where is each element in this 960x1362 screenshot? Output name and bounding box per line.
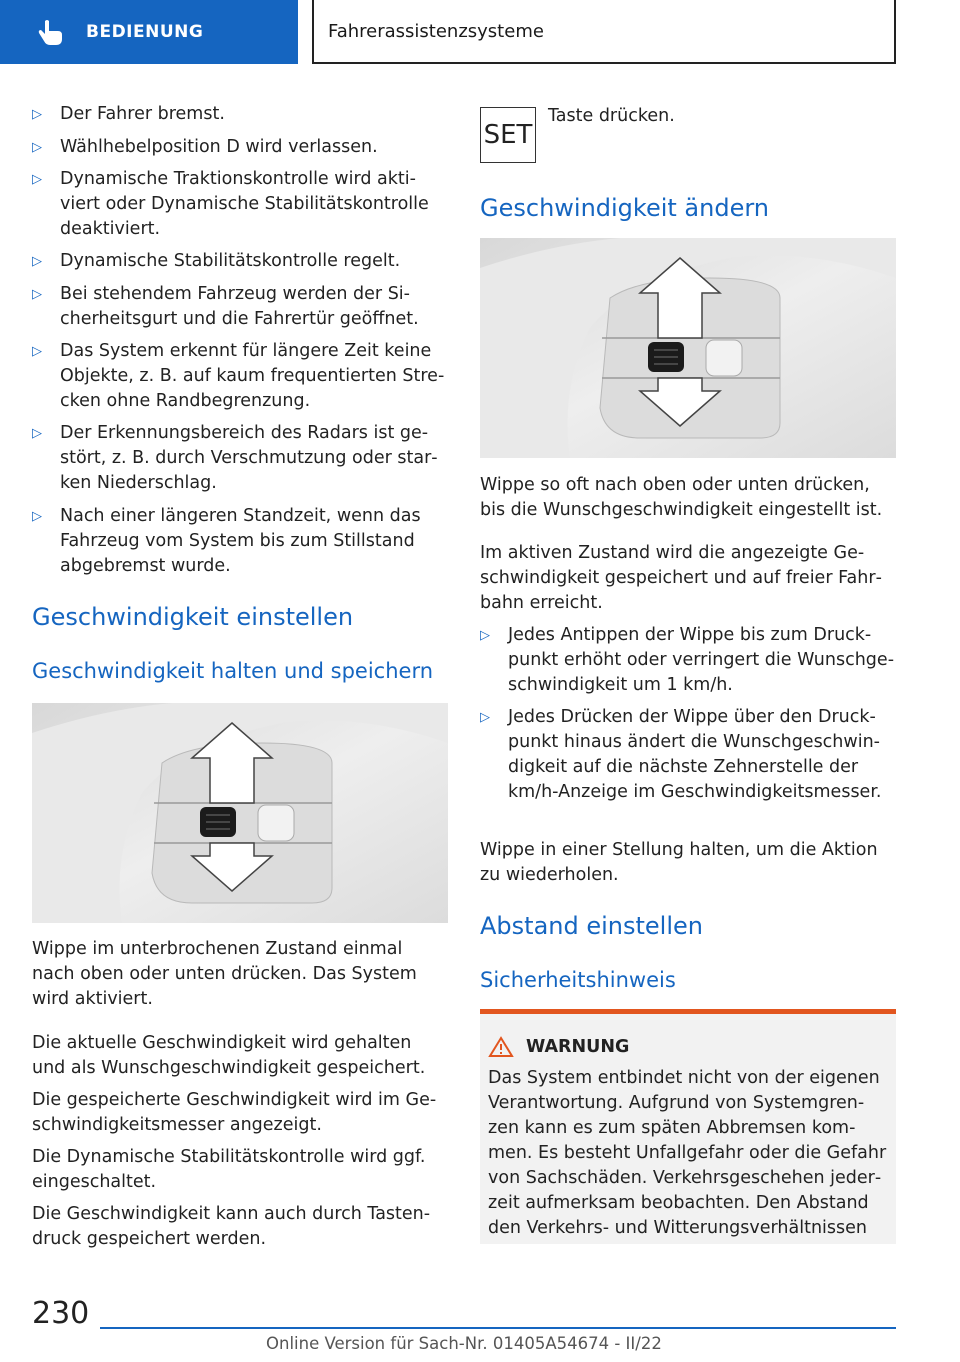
warning-box <box>480 1009 896 1244</box>
paragraph: Wippe in einer Stellung halten, um die Aktion zu wiederholen. <box>480 840 878 885</box>
bullet-triangle-icon: ▷ <box>480 628 490 643</box>
list-item: ▷ Dynamische Traktionskontrolle wird aktiviert oder Dynamische Stabilitätskontrolle deaktiviert. <box>32 167 448 242</box>
bullet-triangle-icon: ▷ <box>32 426 42 441</box>
section-tab[interactable] <box>0 0 298 64</box>
heading-hold-speed: Geschwindigkeit halten und speichern <box>32 659 434 683</box>
list-item: ▷ Wählhebelposition D wird verlassen. <box>32 135 448 160</box>
heading-distance: Abstand einstellen <box>480 912 703 940</box>
paragraph: Die gespeicherte Geschwindigkeit wird im Geschwindigkeitsmesser angezeigt. <box>32 1090 437 1135</box>
list-item: ▷ Jedes Drücken der Wippe über den Druckpunkt hinaus ändert die Wunschgeschwindigkeit auf die nächste Zehnerstelle der km/h-Anzeige im Geschwindigkeitsmesser. <box>480 705 896 805</box>
list-item: ▷ Jedes Antippen der Wippe bis zum Druckpunkt erhöht oder verringert die Wunschgeschwindigkeit um 1 km/h. <box>480 623 896 698</box>
paragraph: Die Dynamische Stabilitätskontrolle wird ggf. eingeschaltet. <box>32 1147 426 1192</box>
paragraph: Die aktuelle Geschwindigkeit wird gehalten und als Wunschgeschwindigkeit gespeichert. <box>32 1033 426 1078</box>
chapter-tab[interactable] <box>312 0 896 64</box>
footer-divider <box>100 1327 896 1329</box>
section-label: BEDIENUNG <box>86 22 204 42</box>
bullet-triangle-icon: ▷ <box>32 107 42 122</box>
bullet-triangle-icon: ▷ <box>32 254 42 269</box>
bullet-triangle-icon: ▷ <box>32 344 42 359</box>
heading-change-speed: Geschwindigkeit ändern <box>480 194 770 222</box>
bullet-triangle-icon: ▷ <box>32 172 42 187</box>
bullet-triangle-icon: ▷ <box>32 287 42 302</box>
list-item: ▷ Bei stehendem Fahrzeug werden der Sicherheitsgurt und die Fahrertür geöffnet. <box>32 282 448 332</box>
bullet-triangle-icon: ▷ <box>32 509 42 524</box>
hand-pointer-icon <box>36 17 66 47</box>
list-item: ▷ Der Fahrer bremst. <box>32 102 448 127</box>
warning-text: Das System entbindet nicht von der eigenen Verantwortung. Aufgrund von Systemgrenzen kann es zum späten Abbremsen kommen. Es besteht Unfallgefahr oder die Gefahr von Sachschäden. Verkehrsgeschehen jederzeit aufmerksam beobachten. Den Abstand den Verkehrs- und Witterungsverhältnissen <box>488 1068 887 1238</box>
warning-header <box>488 1036 888 1058</box>
heading-safety: Sicherheitshinweis <box>480 968 676 992</box>
steering-wheel-rocker-photo <box>32 703 448 923</box>
footer-online-version: Online Version für Sach-Nr. 01405A54674 - II/22 <box>266 1334 662 1353</box>
paragraph: Die Geschwindigkeit kann auch durch Tastendruck gespeichert werden. <box>32 1204 431 1249</box>
list-item: ▷ Der Erkennungsbereich des Radars ist gestört, z. B. durch Verschmutzung oder starken Niederschlag. <box>32 421 448 496</box>
set-button-icon: SET <box>480 107 536 163</box>
chapter-label: Fahrerassistenzsysteme <box>328 20 544 42</box>
warning-triangle-icon <box>488 1036 514 1058</box>
paragraph: Im aktiven Zustand wird die angezeigte Geschwindigkeit gespeichert und auf freier Fahrbahn erreicht. <box>480 543 882 613</box>
warning-title: WARNUNG <box>526 1037 630 1057</box>
page-number: 230 <box>32 1296 90 1331</box>
heading-set-speed: Geschwindigkeit einstellen <box>32 603 354 631</box>
list-item: ▷ Dynamische Stabilitätskontrolle regelt. <box>32 249 448 274</box>
steering-wheel-rocker-photo <box>480 238 896 458</box>
paragraph: Wippe so oft nach oben oder unten drücken, bis die Wunschgeschwindigkeit eingestellt ist. <box>480 475 883 520</box>
bullet-triangle-icon: ▷ <box>480 710 490 725</box>
list-item: ▷ Das System erkennt für längere Zeit keine Objekte, z. B. auf kaum frequentierten Strecken ohne Randbegrenzung. <box>32 339 448 414</box>
set-instruction: Taste drücken. <box>548 106 675 126</box>
list-item: ▷ Nach einer längeren Standzeit, wenn das Fahrzeug vom System bis zum Stillstand abgebremst wurde. <box>32 504 448 579</box>
paragraph: Wippe im unterbrochenen Zustand einmal nach oben oder unten drücken. Das System wird aktiviert. <box>32 939 417 1009</box>
bullet-triangle-icon: ▷ <box>32 140 42 155</box>
